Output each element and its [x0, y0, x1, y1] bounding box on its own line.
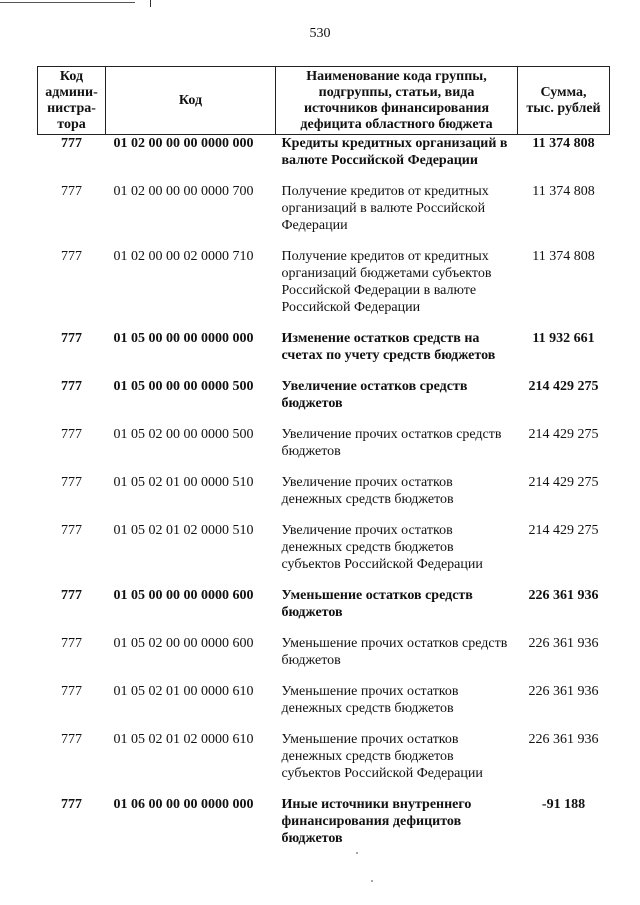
header-sum-line: Сумма, — [540, 84, 587, 100]
scan-edge-line — [0, 2, 135, 3]
scan-speck — [371, 880, 373, 882]
admin-code-cell: 777 — [61, 523, 82, 538]
name-cell: Увеличение прочих остатков денежных средств бюджетов — [281, 475, 454, 507]
sum-cell: 226 361 936 — [528, 732, 599, 747]
header-sum-line: тыс. рублей — [526, 100, 601, 116]
admin-code-cell: 777 — [61, 379, 82, 394]
table-row — [38, 135, 610, 184]
header-sum — [518, 67, 610, 135]
name-cell: Уменьшение остатков средств бюджетов — [281, 588, 473, 620]
code-cell: 01 05 02 00 00 0000 600 — [113, 636, 254, 651]
sum-cell: 11 374 808 — [532, 136, 595, 151]
sum-cell: 11 374 808 — [532, 184, 595, 199]
table-row — [38, 426, 610, 474]
header-admin-line: тора — [57, 116, 86, 132]
name-cell: Увеличение прочих остатков денежных средств бюджетов субъектов Российской Федерации — [281, 523, 483, 572]
table-row — [38, 183, 610, 248]
name-cell: Получение кредитов от кредитных организаций в валюте Российской Федерации — [281, 184, 489, 233]
code-cell: 01 05 00 00 00 0000 500 — [113, 379, 254, 394]
header-admin-code — [38, 67, 106, 135]
admin-code-cell: 777 — [61, 331, 82, 346]
code-cell: 01 02 00 00 00 0000 700 — [113, 184, 254, 199]
sum-cell: 11 374 808 — [532, 249, 595, 264]
sum-cell: 214 429 275 — [528, 427, 599, 442]
sum-cell: 226 361 936 — [528, 588, 599, 603]
table-row — [38, 796, 610, 861]
admin-code-cell: 777 — [61, 427, 82, 442]
admin-code-cell: 777 — [61, 249, 82, 264]
page-number: 530 — [309, 26, 331, 41]
header-code: Код — [106, 67, 276, 135]
admin-code-cell: 777 — [61, 184, 82, 199]
name-cell: Уменьшение прочих остатков денежных средств бюджетов — [281, 684, 459, 716]
code-cell: 01 05 02 01 00 0000 610 — [113, 684, 254, 699]
sum-cell: 11 932 661 — [532, 331, 595, 346]
header-admin-line: Код — [59, 68, 84, 84]
header-name-line: подгруппы, статьи, вида — [318, 84, 475, 100]
table-row — [38, 330, 610, 378]
sum-cell: 214 429 275 — [528, 475, 599, 490]
code-cell: 01 06 00 00 00 0000 000 — [113, 797, 254, 812]
header-admin-line: нистра- — [47, 100, 96, 116]
sum-cell: 226 361 936 — [528, 636, 599, 651]
code-cell: 01 05 00 00 00 0000 600 — [113, 588, 254, 603]
table-row — [38, 522, 610, 587]
code-cell: 01 02 00 00 02 0000 710 — [113, 249, 254, 264]
table-row — [38, 378, 610, 426]
code-cell: 01 05 00 00 00 0000 000 — [113, 331, 254, 346]
table-row — [38, 248, 610, 330]
table-row — [38, 635, 610, 683]
admin-code-cell: 777 — [61, 475, 82, 490]
sum-cell: 226 361 936 — [528, 684, 599, 699]
sum-cell: 214 429 275 — [528, 379, 599, 394]
table-row — [38, 683, 610, 731]
name-cell: Изменение остатков средств на счетах по учету средств бюджетов — [281, 331, 496, 363]
name-cell: Кредиты кредитных организаций в валюте Российской Федерации — [281, 136, 508, 168]
code-cell: 01 05 02 01 02 0000 510 — [113, 523, 254, 538]
name-cell: Получение кредитов от кредитных организаций бюджетами субъектов Российской Федерации в валюте Российской Федерации — [281, 249, 492, 315]
name-cell: Уменьшение прочих остатков средств бюджетов — [281, 636, 508, 668]
table-body — [38, 135, 610, 862]
sum-cell: -91 188 — [541, 797, 586, 812]
name-cell: Увеличение остатков средств бюджетов — [281, 379, 468, 411]
table-header — [38, 67, 610, 135]
header-name — [276, 67, 518, 135]
header-name-line: дефицита областного бюджета — [300, 116, 493, 132]
admin-code-cell: 777 — [61, 636, 82, 651]
header-name-line: Наименование кода группы, — [306, 68, 487, 84]
name-cell: Уменьшение прочих остатков денежных средств бюджетов субъектов Российской Федерации — [281, 732, 483, 781]
admin-code-cell: 777 — [61, 684, 82, 699]
header-name-line: источников финансирования — [303, 100, 490, 116]
table-row — [38, 587, 610, 635]
scan-speck — [356, 852, 358, 854]
scan-edge-tick — [150, 0, 151, 7]
code-cell: 01 05 02 00 00 0000 500 — [113, 427, 254, 442]
table-row — [38, 731, 610, 796]
sum-cell: 214 429 275 — [528, 523, 599, 538]
admin-code-cell: 777 — [61, 797, 82, 812]
admin-code-cell: 777 — [61, 588, 82, 603]
name-cell: Иные источники внутреннего финансирования дефицитов бюджетов — [281, 797, 472, 846]
admin-code-cell: 777 — [61, 136, 82, 151]
admin-code-cell: 777 — [61, 732, 82, 747]
name-cell: Увеличение прочих остатков средств бюджетов — [281, 427, 502, 459]
header-admin-line: админи- — [45, 84, 98, 100]
code-cell: 01 05 02 01 00 0000 510 — [113, 475, 254, 490]
table-row — [38, 474, 610, 522]
code-cell: 01 02 00 00 00 0000 000 — [113, 136, 254, 151]
code-cell: 01 05 02 01 02 0000 610 — [113, 732, 254, 747]
financing-sources-table — [37, 66, 610, 861]
